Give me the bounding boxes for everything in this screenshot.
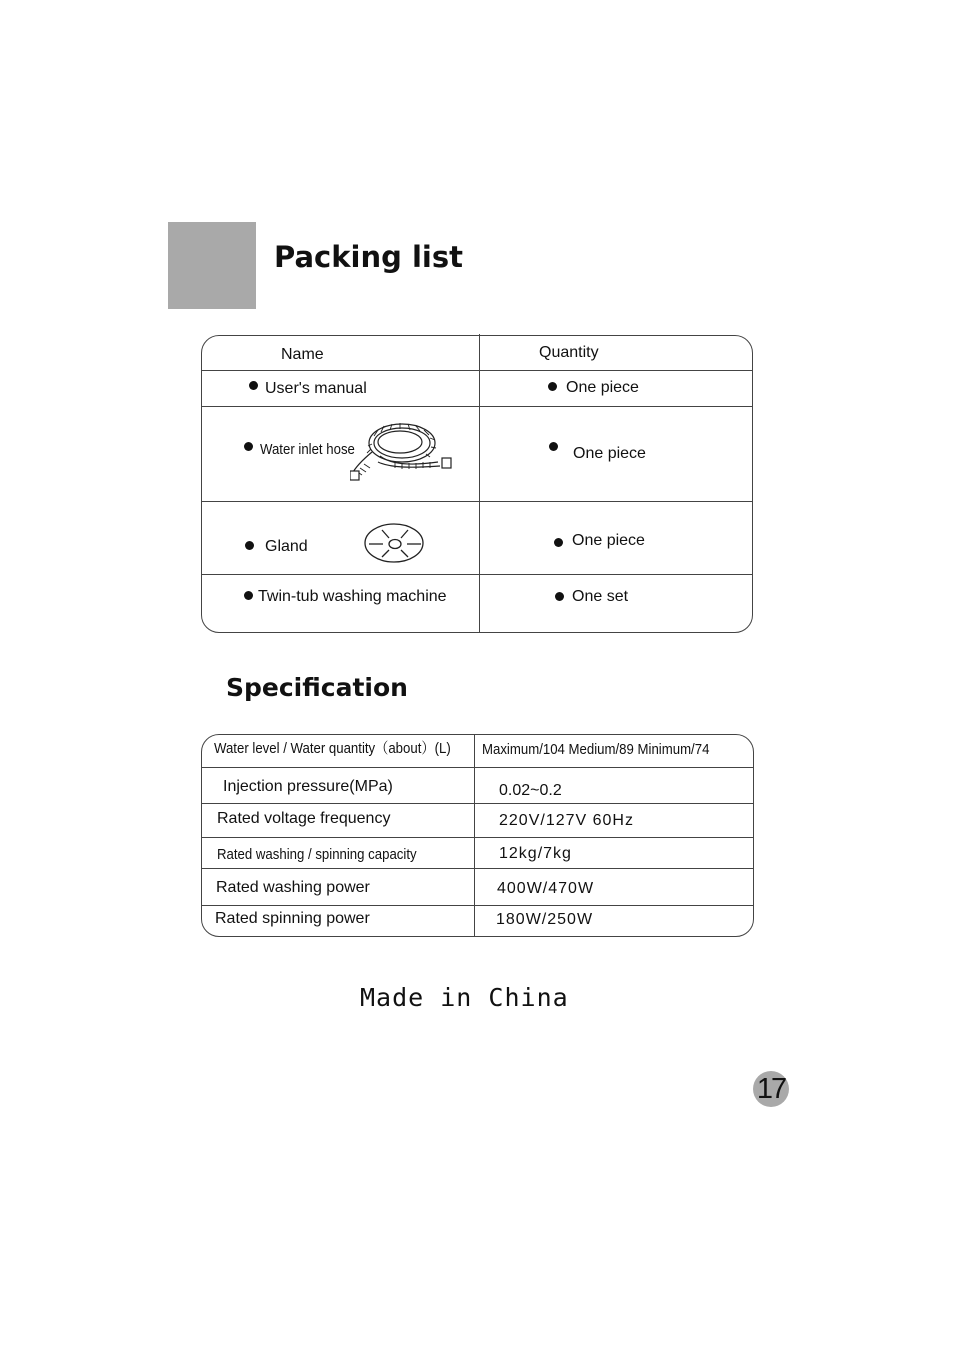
bullet-icon	[244, 591, 253, 600]
spec-value: 12kg/7kg	[499, 845, 572, 862]
item-name: User's manual	[265, 380, 367, 397]
item-quantity: One piece	[572, 532, 645, 549]
header-name: Name	[281, 346, 324, 363]
packing-list-title: Packing list	[274, 240, 463, 274]
row-divider	[202, 501, 752, 502]
specification-title: Specification	[226, 673, 408, 702]
spec-label: Rated washing / spinning capacity	[217, 846, 417, 863]
row-divider	[202, 406, 752, 407]
bullet-icon	[249, 381, 258, 390]
spec-value: 400W/470W	[497, 880, 595, 897]
gland-icon	[363, 522, 425, 564]
bullet-icon	[245, 541, 254, 550]
bullet-icon	[549, 442, 558, 451]
spec-value: 180W/250W	[496, 911, 594, 928]
item-quantity: One piece	[573, 445, 646, 462]
item-name: Water inlet hose	[260, 441, 355, 458]
item-quantity: One set	[572, 588, 629, 605]
spec-value: 0.02~0.2	[499, 782, 562, 799]
spec-label: Rated spinning power	[215, 910, 370, 927]
column-divider	[479, 334, 480, 632]
bullet-icon	[548, 382, 557, 391]
header-quantity: Quantity	[539, 344, 599, 361]
spec-label: Water level / Water quantity（about）(L)	[214, 740, 451, 757]
item-name: Gland	[265, 538, 308, 555]
bullet-icon	[554, 538, 563, 547]
packing-list-table	[201, 335, 753, 633]
row-divider	[202, 803, 753, 804]
spec-label: Rated voltage frequency	[217, 810, 391, 827]
bullet-icon	[244, 442, 253, 451]
row-divider	[202, 767, 753, 768]
row-divider	[202, 574, 752, 575]
item-quantity: One piece	[566, 379, 639, 396]
spec-value: 220V/127V 60Hz	[499, 812, 634, 829]
spec-label: Injection pressure(MPa)	[223, 778, 393, 795]
spec-label: Rated washing power	[216, 879, 370, 896]
section-marker-block	[168, 222, 256, 309]
specification-table	[201, 734, 754, 937]
page-number-badge: 17	[753, 1071, 789, 1107]
row-divider	[202, 370, 752, 371]
row-divider	[202, 868, 753, 869]
made-in-china-text: Made in China	[360, 983, 569, 1012]
row-divider	[202, 837, 753, 838]
item-name: Twin-tub washing machine	[258, 588, 447, 605]
hose-icon	[350, 416, 454, 482]
row-divider	[202, 905, 753, 906]
spec-value: Maximum/104 Medium/89 Minimum/74	[482, 741, 710, 758]
bullet-icon	[555, 592, 564, 601]
